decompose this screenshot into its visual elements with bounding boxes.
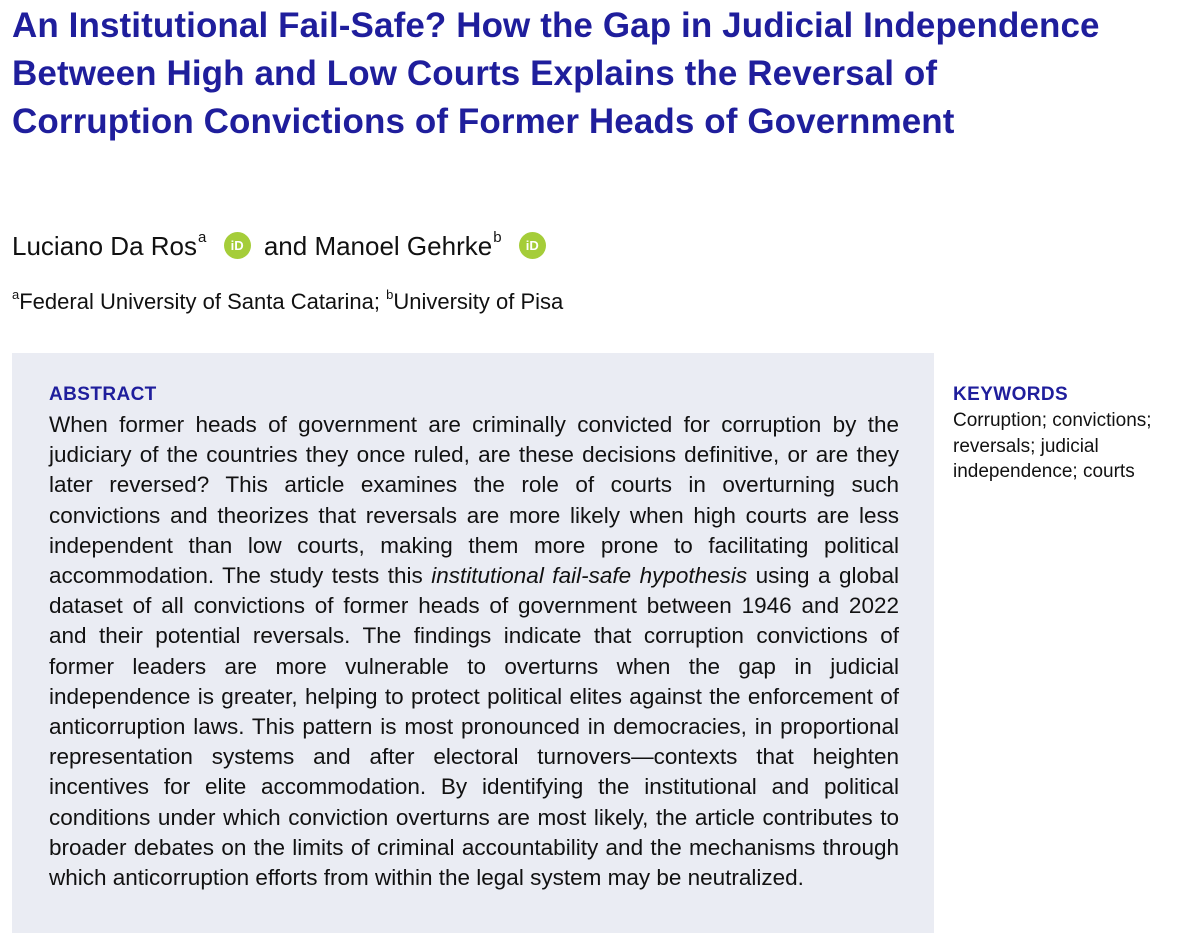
author-name: Luciano Da Ros (12, 231, 197, 261)
affiliation-separator: ; (373, 289, 380, 314)
author-joiner: and (263, 231, 308, 261)
keywords-list: Corruption; convictions; reversals; judicial independence; courts (953, 410, 1152, 482)
affiliation-mark: b (493, 229, 502, 246)
affiliation-mark: b (386, 287, 394, 302)
author-name: Manoel Gehrke (314, 231, 493, 261)
affiliation-name: University of Pisa (393, 289, 564, 314)
abstract-text-part: When former heads of government are criminally convicted for corruption by the judiciary of the countries they once ruled, are these decisions definitive, or are they later reversed? This article examines the role of courts in overturning such convictions and theorizes that reversals are more likely when high courts are less independent than low courts, making them more prone to facilitating political accommodation. The study tests this (49, 412, 899, 589)
article-title: An Institutional Fail-Safe? How the Gap in Judicial Independence Between High and Low Courts Explains the Reversal of Corruption Convictions of Former Heads of Government (12, 6, 1100, 141)
abstract-text (49, 410, 899, 893)
author-line (12, 226, 552, 271)
affiliation-mark: a (12, 287, 20, 302)
affiliations-line (12, 286, 563, 321)
abstract-emphasis: institutional fail-safe hypothesis (431, 563, 748, 589)
abstract-heading: ABSTRACT (49, 384, 157, 405)
abstract-text-part: using a global dataset of all convictions of former heads of government between 1946 and 2022 and their potential reversals. The findings indicate that corruption convictions of former leaders are more vulnerable to overturns when the gap in judicial independence is greater, helping to protect political elites against the enforcement of anticorruption laws. This pattern is most pronounced in democracies, in proportional representation systems and after electoral turnovers—contexts that heighten incentives for elite accommodation. By identifying the institutional and political conditions under which conviction overturns are most likely, the article contributes to broader debates on the limits of criminal accountability and the mechanisms through which anticorruption efforts from within the legal system may be neutralized. (49, 563, 900, 891)
orcid-icon[interactable]: iD (519, 232, 546, 259)
affiliation-name: Federal University of Santa Catarina (19, 289, 374, 314)
orcid-icon[interactable]: iD (224, 232, 251, 259)
keywords-heading: KEYWORDS (953, 384, 1069, 405)
affiliation-mark: a (198, 229, 207, 246)
